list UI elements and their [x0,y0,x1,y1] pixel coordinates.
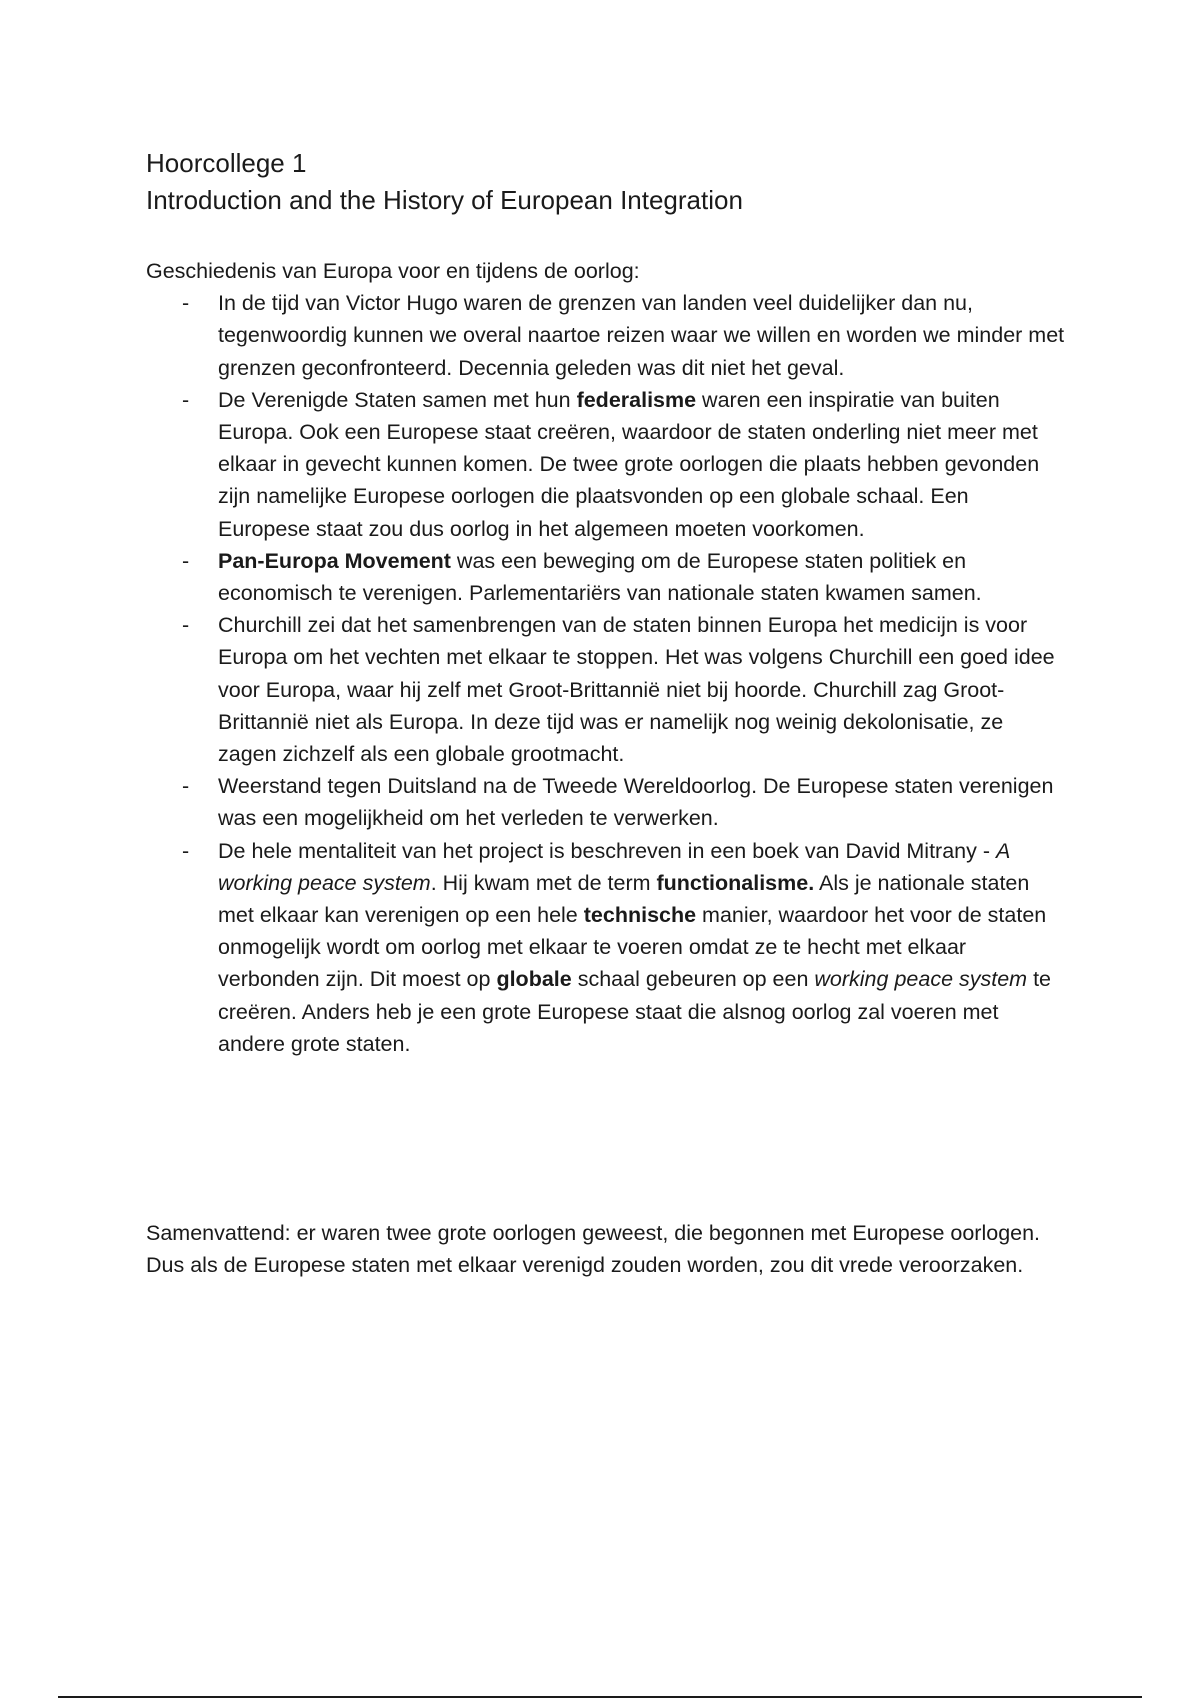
list-item [146,287,1066,384]
lecture-subject-title: Introduction and the History of European Integration [146,185,743,215]
bold-term-pan-europa: Pan-Europa Movement [218,548,451,573]
section-intro: Geschiedenis van Europa voor en tijdens de oorlog: [146,259,640,283]
bullet-text: De hele mentaliteit van het project is beschreven in een boek van David Mitrany - [218,838,996,863]
list-item [146,770,1066,834]
bullet-marker: - [182,613,190,638]
bullet-marker: - [182,387,190,412]
list-item [146,835,1066,1060]
page-divider [58,1696,1142,1698]
bullet-text: De Verenigde Staten samen met hun [218,387,577,412]
bullet-text: In de tijd van Victor Hugo waren de grenzen van landen veel duidelijker dan nu, tegenwoordig kunnen we overal naartoe reizen waar we willen en worden we minder met grenzen geconfronteerd. Decennia geleden was dit niet het geval. [218,291,1065,380]
bullet-text: . Hij kwam met de term [430,870,657,895]
history-section [146,255,1066,1060]
lecture-number-title: Hoorcollege 1 [146,148,307,178]
bullet-text: Weerstand tegen Duitsland na de Tweede Wereldoorlog. De Europese staten verenigen was een mogelijkheid om het verleden te verwerken. [218,774,1054,831]
list-item [146,545,1066,609]
list-item [146,609,1066,770]
bullet-text: te creëren. Anders heb je een grote Europese staat die alsnog oorlog zal voeren met andere grote staten. [218,967,1051,1056]
bullet-marker: - [182,291,190,316]
bullet-marker: - [182,548,190,573]
bullet-text: schaal gebeuren op een [571,967,815,992]
bullet-text: Churchill zei dat het samenbrengen van de staten binnen Europa het medicijn is voor Europa om het vechten met elkaar te stoppen. Het was volgens Churchill een goed idee voor Europa, waar hij zelf met Groot-Brittannië niet bij hoorde. Churchill zag Groot-Brittannië niet als Europa. In deze tijd was er namelijk nog weinig dekolonisatie, ze zagen zichzelf als een globale grootmacht. [218,613,1055,767]
bullet-marker: - [182,774,190,799]
bullet-text: manier, waardoor het voor de staten onmogelijk wordt om oorlog met elkaar te voeren omdat ze te hecht met elkaar verbonden zijn. Dit moest op [218,903,1047,992]
bold-term-functionalisme: functionalisme. [656,870,815,895]
document-title-block [146,145,1106,219]
bold-term-globale: globale [496,967,572,992]
list-item [146,384,1066,545]
bullet-list [146,287,1066,1060]
summary-paragraph: Samenvattend: er waren twee grote oorlogen geweest, die begonnen met Europese oorlogen. Dus als de Europese staten met elkaar verenigd zouden worden, zou dit vrede veroorzaken. [146,1221,1041,1278]
bold-term-federalisme: federalisme [576,387,697,412]
italic-term-working-peace-system: working peace system [814,967,1028,992]
bullet-text: was een beweging om de Europese staten politiek en economisch te verenigen. Parlementariërs van nationale staten kwamen samen. [218,548,982,606]
bullet-text: waren een inspiratie van buiten Europa. Ook een Europese staat creëren, waardoor de staten onderling niet meer met elkaar in gevecht kunnen komen. De twee grote oorlogen die plaats hebben gevonden zijn namelijke Europese oorlogen die plaatsvonden op een globale schaal. Een Europese staat zou dus oorlog in het algemeen moeten voorkomen. [218,387,1040,541]
bold-term-technische: technische [583,903,697,928]
bullet-marker: - [182,838,190,863]
bullet-text: Als je nationale staten met elkaar kan verenigen op een hele [218,870,1030,928]
italic-book-title: A working peace system [218,838,1010,895]
